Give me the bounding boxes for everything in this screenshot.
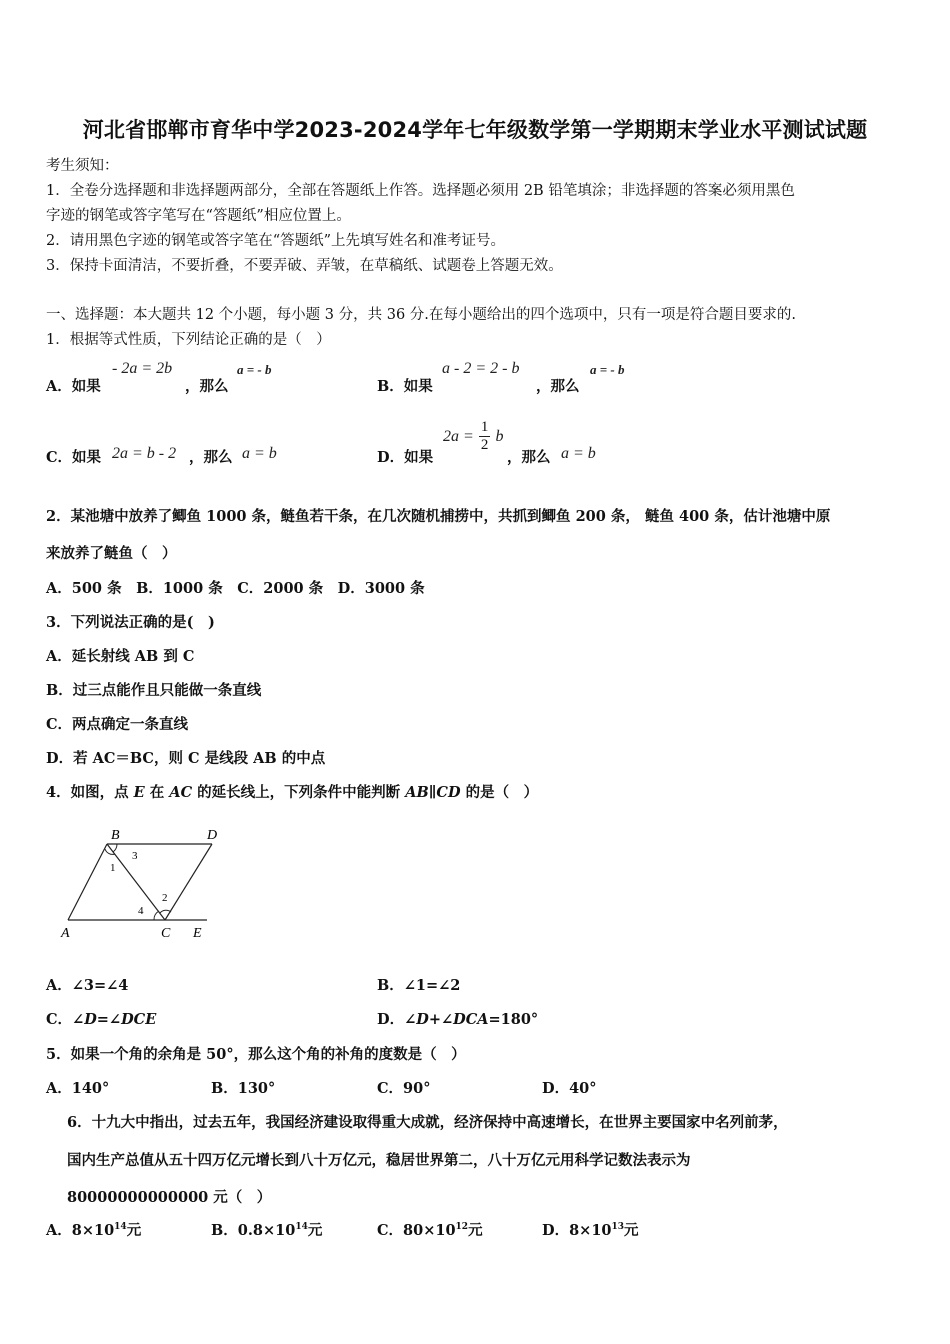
q6-d-exp: 13 (611, 1222, 625, 1232)
q4-stem-pre: 4．如图，点 (46, 784, 134, 801)
q4-stem-parallel: AB∥CD (405, 784, 461, 801)
q6-a-unit: 元 (126, 1222, 142, 1239)
q6-b-unit: 元 (307, 1222, 323, 1239)
q4-option-a: A．∠3=∠4 (46, 977, 129, 994)
label-B: B (111, 828, 120, 843)
q1-d-frac-den: 2 (480, 437, 489, 453)
q2-options: A．500 条 B．1000 条 C．2000 条 D．3000 条 (46, 580, 425, 597)
q1-option-d-result: a = b (561, 445, 596, 462)
q1-d-eq-right: b (495, 428, 504, 445)
q1-option-c-label: C．如果 (46, 449, 102, 466)
q1-d-frac-num: 1 (480, 419, 489, 435)
q4-option-d (377, 1008, 538, 1029)
q4-d-i2: DCA (453, 1011, 489, 1028)
label-A: A (61, 926, 70, 941)
q1-option-b-result: a = - b (590, 362, 625, 377)
arc-angle-3 (113, 844, 117, 852)
q4-stem-e: E (133, 784, 145, 801)
q4-figure (55, 822, 230, 947)
q6-stem-line-2: 国内生产总值从五十四万亿元增长到八十万亿元，稳居世界第二，八十万亿元用科学记数法表示为 (67, 1152, 691, 1169)
q6-d-base: D．8×10 (542, 1222, 612, 1239)
q6-d-unit: 元 (624, 1222, 639, 1239)
q1-option-a-result: a = - b (237, 362, 272, 377)
notice-line-3: 3．保持卡面清洁，不要折叠，不要弄破、弄皱，在草稿纸、试题卷上答题无效。 (46, 258, 563, 274)
q1-option-c-result: a = b (242, 445, 277, 462)
q1-stem: 1．根据等式性质，下列结论正确的是（ ） (46, 332, 331, 348)
q6-option-b (211, 1219, 322, 1240)
q1-option-d-label: D．如果 (377, 449, 434, 466)
label-angle-3: 3 (132, 850, 138, 862)
q4-stem-mid1: 在 (144, 784, 170, 801)
q5-option-b: B．130° (211, 1080, 276, 1097)
q1-option-d-then: ，那么 (507, 449, 551, 466)
q4-d-pre: D．∠ (377, 1011, 417, 1028)
q2-stem-line-1: 2．某池塘中放养了鲫鱼 1000 条，鲢鱼若干条，在几次随机捕捞中，共抓到鲫鱼 200 条， 鲢鱼 400 条，估计池塘中原 (46, 508, 831, 525)
q6-c-unit: 元 (468, 1222, 483, 1239)
q3-option-d: D．若 AC＝BC，则 C 是线段 AB 的中点 (46, 750, 326, 767)
q4-stem (46, 781, 538, 802)
q4-d-i1: D (416, 1011, 429, 1028)
q3-option-a: A．延长射线 AB 到 C (46, 648, 195, 665)
q5-option-c: C．90° (377, 1080, 431, 1097)
q6-option-d (542, 1219, 639, 1240)
label-E: E (193, 926, 202, 941)
label-C: C (161, 926, 171, 941)
q1-option-c-equation: 2a = b - 2 (112, 445, 177, 462)
q6-stem-line-1: 6．十九大中指出，过去五年，我国经济建设取得重大成就，经济保持中高速增长，在世界主要国家中名列前茅， (67, 1114, 788, 1131)
label-angle-1: 1 (110, 862, 116, 874)
q4-option-c (46, 1008, 156, 1029)
q3-option-c: C．两点确定一条直线 (46, 716, 189, 733)
q4-d-end: =180° (488, 1011, 539, 1028)
notice-line-1b: 字迹的钢笔或答字笔写在“答题纸”相应位置上。 (46, 208, 351, 224)
line-AB (68, 844, 107, 920)
notice-line-2: 2．请用黑色字迹的钢笔或答字笔在“答题纸”上先填写姓名和准考证号。 (46, 233, 506, 249)
q1-option-a-label: A．如果 (46, 378, 101, 395)
q4-stem-ac: AC (169, 784, 193, 801)
q1-option-b-then: ，那么 (536, 378, 580, 395)
q1-option-d-equation (443, 419, 503, 454)
q1-option-b-equation: a - 2 = 2 - b (442, 360, 520, 377)
q6-b-exp: 14 (295, 1222, 308, 1232)
q2-stem-line-2: 来放养了鲢鱼（ ） (46, 545, 177, 562)
q1-option-a-equation: - 2a = 2b (112, 360, 173, 377)
q1-option-a-then: ，那么 (185, 378, 229, 395)
q6-b-base: B．0.8×10 (211, 1222, 296, 1239)
q1-d-fraction (479, 419, 491, 454)
q6-a-base: A．8×10 (46, 1222, 115, 1239)
q3-stem: 3．下列说法正确的是( ) (46, 614, 215, 631)
q1-option-b-label: B．如果 (377, 378, 433, 395)
q4-c-mid: =∠ (96, 1011, 122, 1028)
notice-line-1a: 1．全卷分选择题和非选择题两部分，全部在答题纸上作答。选择题必须用 2B 铅笔填涂；非选择题的答案必须用黑色 (46, 183, 795, 199)
q4-c-i1: D (84, 1011, 97, 1028)
label-angle-2: 2 (162, 892, 168, 904)
q4-stem-end: 的是（ ） (460, 784, 539, 801)
q1-option-c-then: ，那么 (189, 449, 233, 466)
label-angle-4: 4 (138, 905, 144, 917)
q6-option-c (377, 1219, 483, 1240)
q4-stem-mid2: 的延长线上，下列条件中能判断 (192, 784, 406, 801)
q5-stem: 5．如果一个角的余角是 50°，那么这个角的补角的度数是（ ） (46, 1046, 466, 1063)
line-CD (165, 844, 212, 920)
notice-heading: 考生须知： (46, 158, 119, 174)
label-D: D (207, 828, 218, 843)
q5-option-d: D．40° (542, 1080, 597, 1097)
q6-option-a (46, 1219, 141, 1240)
arc-angle-4 (154, 911, 159, 920)
q3-option-b: B．过三点能作且只能做一条直线 (46, 682, 262, 699)
q6-c-base: C．80×10 (377, 1222, 456, 1239)
q6-c-exp: 12 (455, 1222, 469, 1232)
q4-c-i2: DCE (121, 1011, 157, 1028)
page-title: 河北省邯郸市育华中学2023-2024学年七年级数学第一学期期末学业水平测试试题 (82, 118, 868, 142)
q5-option-a: A．140° (46, 1080, 110, 1097)
q4-c-pre: C．∠ (46, 1011, 85, 1028)
q6-a-exp: 14 (114, 1222, 127, 1232)
q1-d-eq-left: 2a = (443, 428, 474, 445)
section-heading: 一、选择题：本大题共 12 个小题，每小题 3 分，共 36 分.在每小题给出的四个选项中，只有一项是符合题目要求的. (46, 307, 796, 323)
q4-option-b: B．∠1=∠2 (377, 977, 461, 994)
q6-stem-line-3: 80000000000000 元（ ） (67, 1189, 272, 1206)
q4-d-mid: +∠ (428, 1011, 454, 1028)
